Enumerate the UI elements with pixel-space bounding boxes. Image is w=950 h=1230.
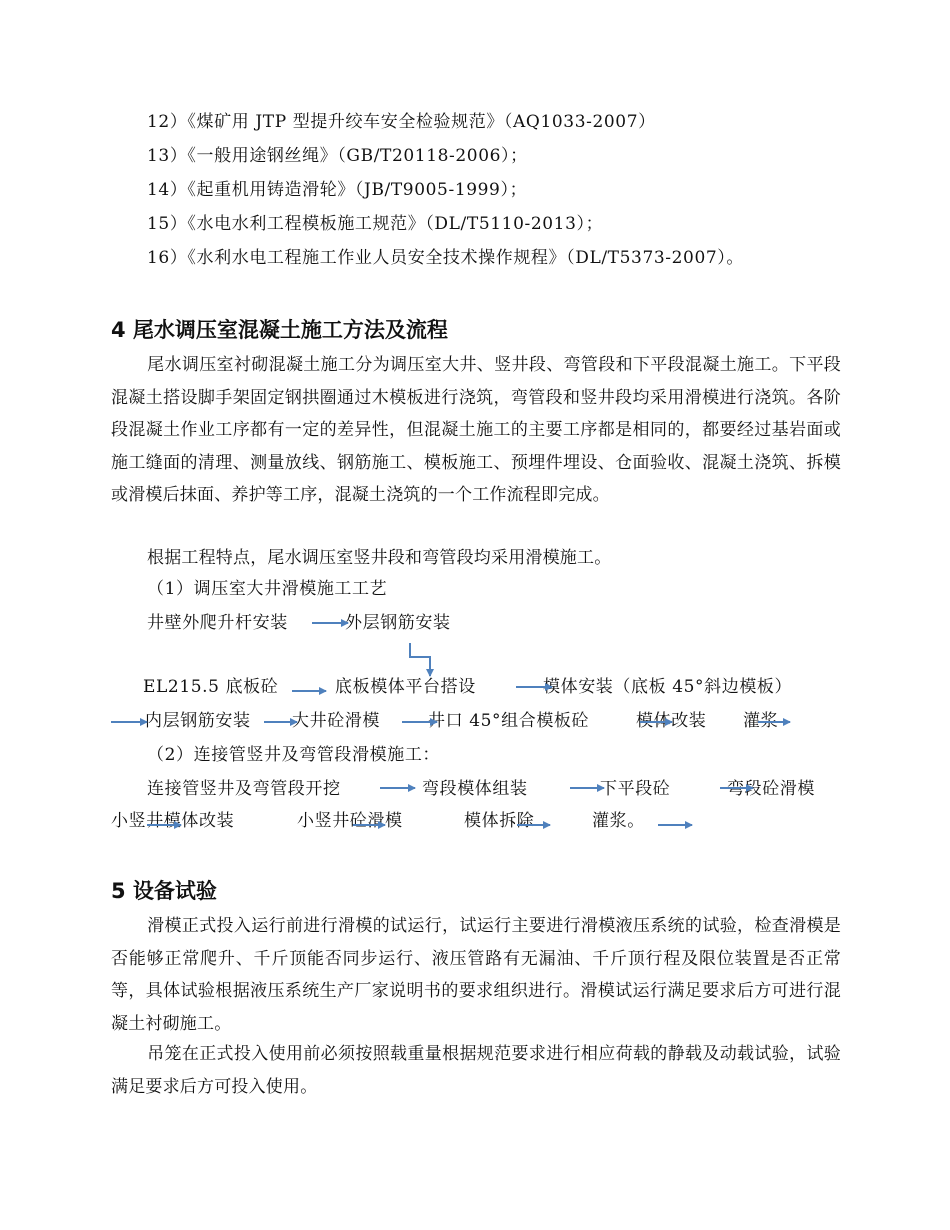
flow-step: 外层钢筋安装: [345, 613, 451, 633]
reference-item: 15）《水电水利工程模板施工规范》（DL/T5110-2013）；: [147, 214, 604, 234]
reference-item: 13）《一般用途钢丝绳》（GB/T20118-2006）；: [147, 146, 528, 166]
flow-step: 灌浆。: [592, 811, 645, 831]
flow-step: 模体安装（底板 45°斜边模板）: [543, 677, 793, 697]
subsection-title: （2）连接管竖井及弯管段滑模施工：: [147, 745, 441, 765]
flow-step: 内层钢筋安装: [145, 711, 251, 731]
subsection-title: （1）调压室大井滑模施工工艺: [147, 579, 388, 599]
flow-step: 大井砼滑模: [292, 711, 380, 731]
flow-step: 弯段砼滑模: [727, 779, 815, 799]
section-heading: 5 设备试验: [111, 879, 217, 903]
reference-item: 14）《起重机用铸造滑轮》（JB/T9005-1999）；: [147, 180, 528, 200]
flow-step: 井口 45°组合模板砼: [428, 711, 590, 731]
body-paragraph: 根据工程特点，尾水调压室竖井段和弯管段均采用滑模施工。: [147, 548, 612, 568]
reference-item: 16）《水利水电工程施工作业人员安全技术操作规程》（DL/T5373-2007）。: [147, 248, 744, 268]
flow-step: 下平段砼: [600, 779, 671, 799]
flow-arrow: [410, 643, 430, 676]
flow-step: 模体改装: [636, 711, 707, 731]
flow-step: 小竖井砼滑模: [297, 811, 403, 831]
flow-step: 小竖井模体改装: [111, 811, 235, 831]
body-paragraph: 吊笼在正式投入使用前必须按照载重量根据规范要求进行相应荷载的静载及动载试验，试验满足要求后方可投入使用。: [111, 1044, 841, 1097]
flow-step: 弯段模体组装: [422, 779, 528, 799]
flow-step: EL215.5 底板砼: [143, 677, 279, 697]
flow-step: 灌浆: [743, 711, 779, 731]
flow-step: 井壁外爬升杆安装: [147, 613, 288, 633]
body-paragraph: 尾水调压室衬砌混凝土施工分为调压室大井、竖井段、弯管段和下平段混凝土施工。下平段混凝土搭设脚手架固定钢拱圈通过木模板进行浇筑，弯管段和竖井段均采用滑模进行浇筑。各阶段混凝土作业工序都有一定的差异性，但混凝土施工的主要工序都是相同的，都要经过基岩面或施工缝面的清理、测量放线、钢筋施工、模板施工、预埋件埋设、仓面验收、混凝土浇筑、拆模或滑模后抹面、养护等工序，混凝土浇筑的一个工作流程即完成。: [111, 355, 841, 506]
flow-step: 模体拆除: [464, 811, 535, 831]
reference-item: 12）《煤矿用 JTP 型提升绞车安全检验规范》（AQ1033-2007）: [147, 112, 656, 132]
section-heading: 4 尾水调压室混凝土施工方法及流程: [111, 318, 448, 342]
body-paragraph: 滑模正式投入运行前进行滑模的试运行，试运行主要进行滑模液压系统的试验，检查滑模是否能够正常爬升、千斤顶能否同步运行、液压管路有无漏油、千斤顶行程及限位装置是否正常等，具体试验根据液压系统生产厂家说明书的要求组织进行。滑模试运行满足要求后方可进行混凝土衬砌施工。: [111, 916, 841, 1034]
flow-step: 连接管竖井及弯管段开挖: [147, 779, 341, 799]
flow-step: 底板模体平台搭设: [335, 677, 476, 697]
